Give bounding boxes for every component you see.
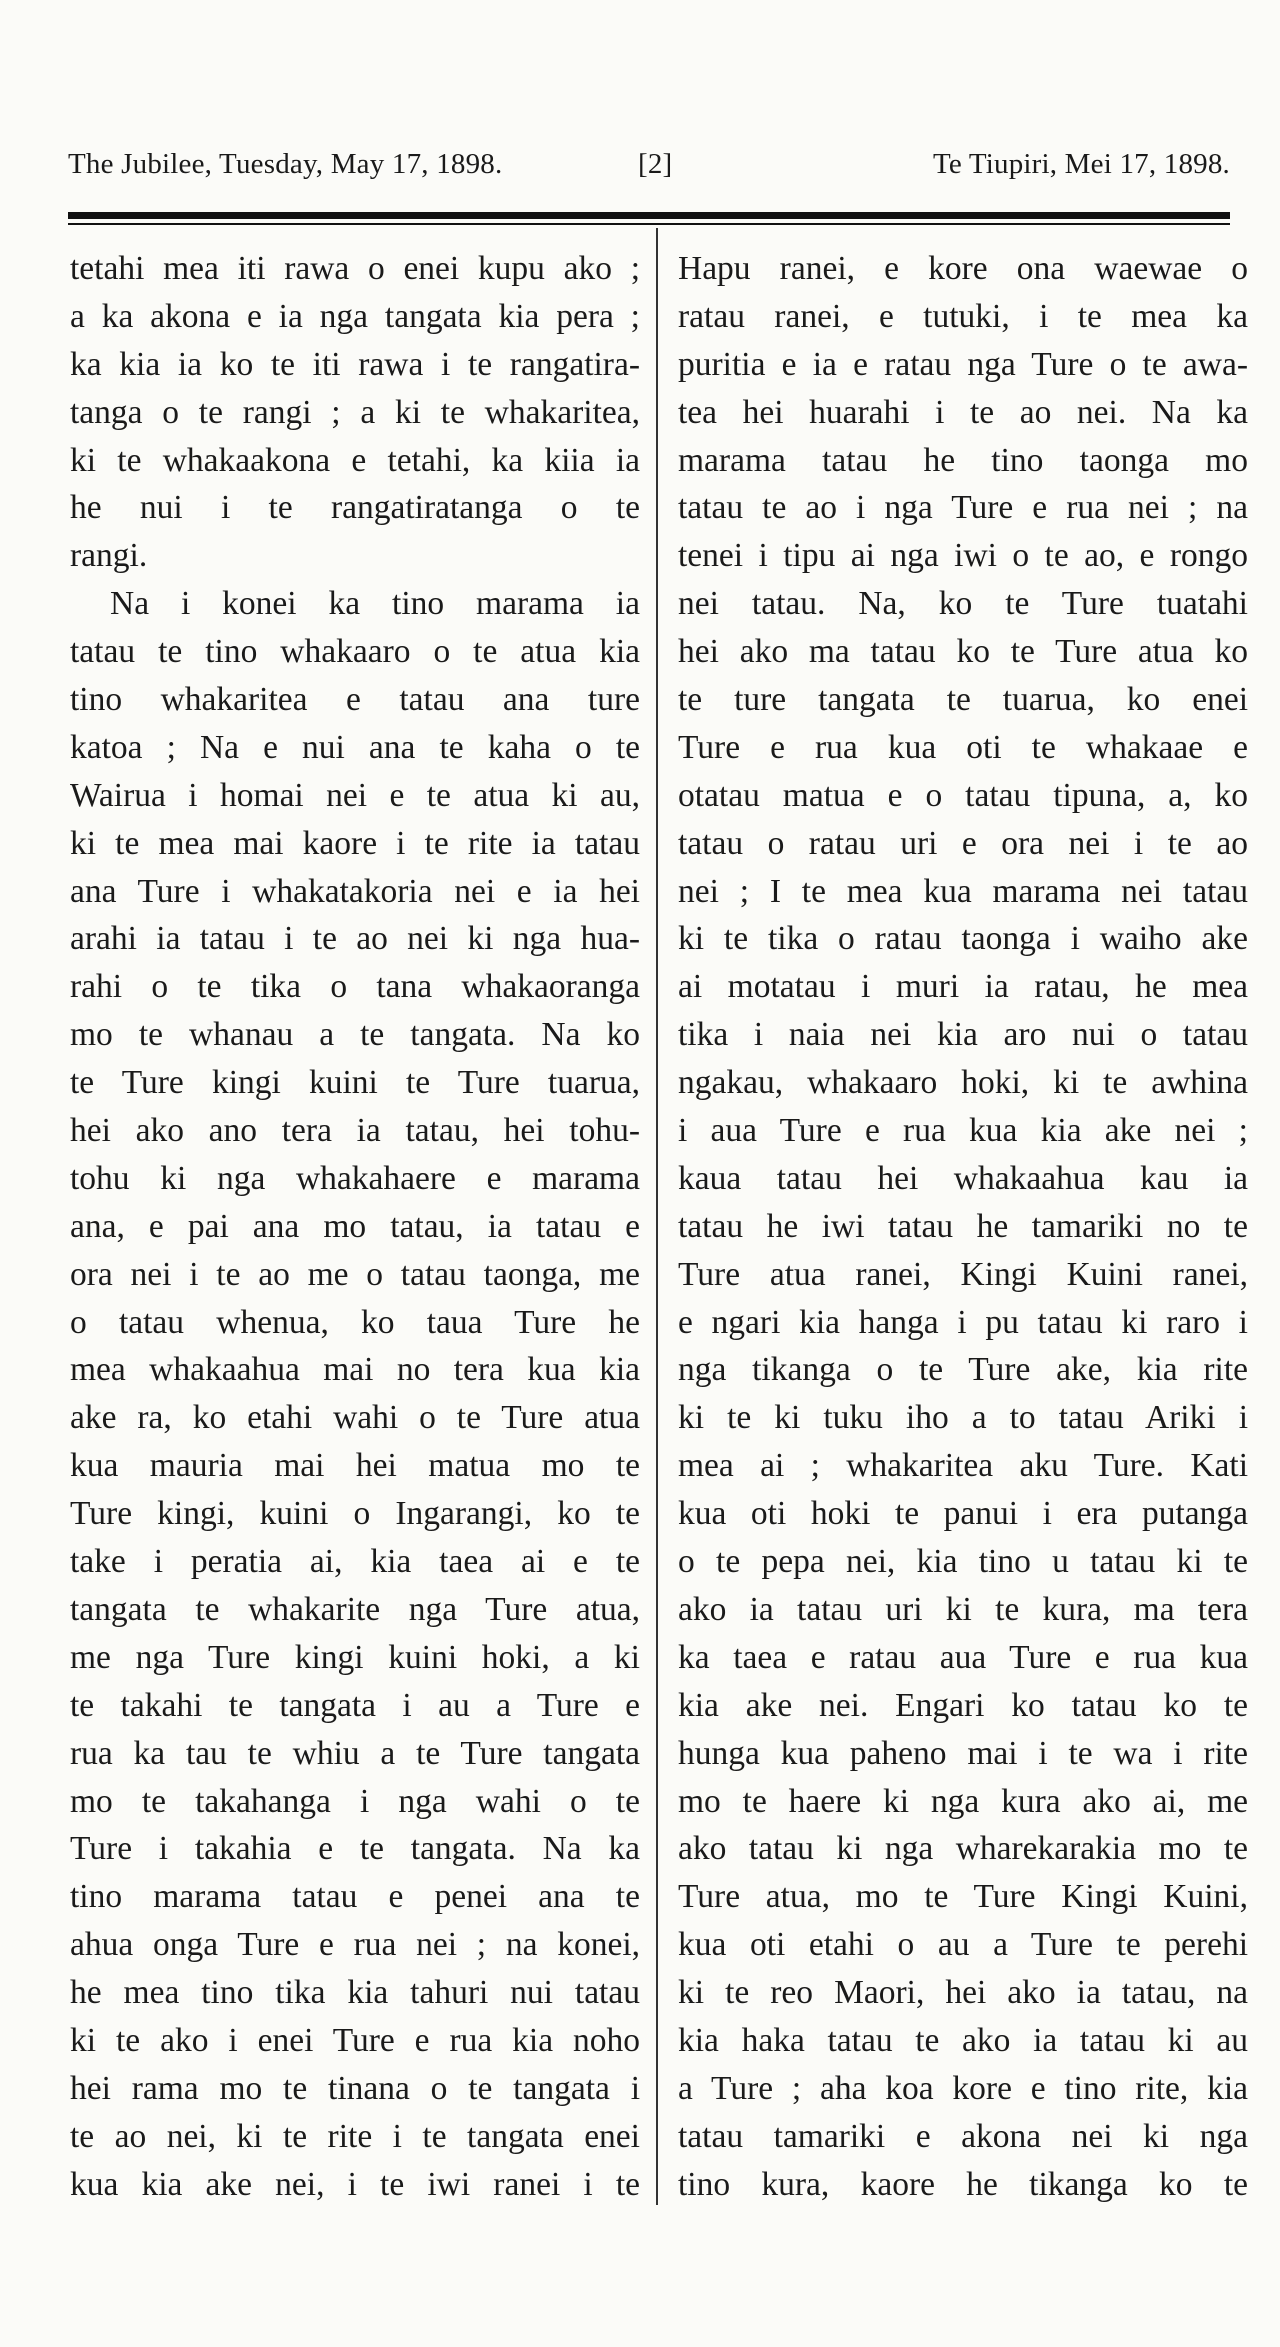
text-line: me nga Ture kingi kuini hoki, a ki <box>70 1638 640 1676</box>
text-line: tanga o te rangi ; a ki te whakaritea, <box>70 393 640 431</box>
text-line: rua ka tau te whiu a te Ture tangata <box>70 1734 640 1772</box>
text-line: rangi. <box>70 537 148 575</box>
text-line: hei rama mo te tinana o te tangata i <box>70 2069 640 2107</box>
text-line: Ture e rua kua oti te whakaae e <box>678 728 1248 766</box>
text-line: te ao nei, ki te rite i te tangata enei <box>70 2117 640 2155</box>
header-left-date: The Jubilee, Tuesday, May 17, 1898. <box>68 148 503 180</box>
text-line: ake ra, ko etahi wahi o te Ture atua <box>70 1399 640 1437</box>
text-line: hunga kua paheno mai i te wa i rite <box>678 1734 1248 1772</box>
text-line: ahua onga Ture e rua nei ; na konei, <box>70 1926 640 1964</box>
left-column <box>70 245 640 2209</box>
header-rule-thin <box>68 223 1230 225</box>
text-line: he mea tino tika kia tahuri nui tatau <box>70 1974 640 2012</box>
text-line: ki te whakaakona e tetahi, ka kiia ia <box>70 441 640 479</box>
text-line: ana, e pai ana mo tatau, ia tatau e <box>70 1207 640 1245</box>
text-line: Wairua i homai nei e te atua ki au, <box>70 776 640 814</box>
text-line: tatau he iwi tatau he tamariki no te <box>678 1207 1248 1245</box>
text-line: kua oti hoki te panui i era putanga <box>678 1495 1248 1533</box>
text-line: Ture i takahia e te tangata. Na ka <box>70 1830 640 1868</box>
text-line: kia haka tatau te ako ia tatau ki au <box>678 2021 1248 2059</box>
text-line: tatau tamariki e akona nei ki nga <box>678 2117 1248 2155</box>
page-header <box>68 148 1230 198</box>
text-line: ka taea e ratau aua Ture e rua kua <box>678 1638 1248 1676</box>
text-line: tino marama tatau e penei ana te <box>70 1878 640 1916</box>
text-line: te Ture kingi kuini te Ture tuarua, <box>70 1064 640 1102</box>
text-line: i aua Ture e rua kua kia ake nei ; <box>678 1112 1248 1150</box>
text-line: Ture atua ranei, Kingi Kuini ranei, <box>678 1255 1248 1293</box>
text-line: o te pepa nei, kia tino u tatau ki te <box>678 1543 1248 1581</box>
text-line: kia ake nei. Engari ko tatau ko te <box>678 1686 1248 1724</box>
text-line: Hapu ranei, e kore ona waewae o <box>678 250 1248 287</box>
text-line: ora nei i te ao me o tatau taonga, me <box>70 1255 640 1293</box>
text-line: tohu ki nga whakahaere e marama <box>70 1159 640 1197</box>
text-line: Na i konei ka tino marama ia <box>110 585 640 623</box>
text-line: e ngari kia hanga i pu tatau ki raro i <box>678 1303 1248 1341</box>
text-line: ki te mea mai kaore i te rite ia tatau <box>70 824 640 862</box>
text-line: nga tikanga o te Ture ake, kia rite <box>678 1351 1248 1389</box>
text-line: Ture atua, mo te Ture Kingi Kuini, <box>678 1878 1248 1916</box>
text-line: ka kia ia ko te iti rawa i te rangatira- <box>70 345 640 383</box>
text-line: ngakau, whakaaro hoki, ki te awhina <box>678 1064 1248 1102</box>
text-line: tatau te tino whakaaro o te atua kia <box>70 633 640 671</box>
text-line: kua mauria mai hei matua mo te <box>70 1447 640 1485</box>
text-line: tangata te whakarite nga Ture atua, <box>70 1590 640 1628</box>
text-line: ki te tika o ratau taonga i waiho ake <box>678 920 1248 958</box>
text-line: ai motatau i muri ia ratau, he mea <box>678 968 1248 1006</box>
text-line: kua kia ake nei, i te iwi ranei i te <box>70 2165 640 2203</box>
text-line: tatau o ratau uri e ora nei i te ao <box>678 824 1248 862</box>
text-line: he nui i te rangatiratanga o te <box>70 489 640 527</box>
text-line: katoa ; Na e nui ana te kaha o te <box>70 728 640 766</box>
text-line: mea ai ; whakaritea aku Ture. Kati <box>678 1447 1248 1485</box>
text-line: hei ako ma tatau ko te Ture atua ko <box>678 633 1248 671</box>
text-line: te takahi te tangata i au a Ture e <box>70 1686 640 1724</box>
text-line: tetahi mea iti rawa o enei kupu ako ; <box>70 250 640 287</box>
text-line: te ture tangata te tuarua, ko enei <box>678 681 1248 719</box>
header-rule-thick <box>68 212 1230 219</box>
text-line: kua oti etahi o au a Ture te perehi <box>678 1926 1248 1964</box>
text-line: mo te takahanga i nga wahi o te <box>70 1782 640 1820</box>
text-line: tika i naia nei kia aro nui o tatau <box>678 1016 1248 1054</box>
text-line: ki te reo Maori, hei ako ia tatau, na <box>678 1974 1248 2012</box>
text-line: tatau te ao i nga Ture e rua nei ; na <box>678 489 1248 527</box>
text-line: kaua tatau hei whakaahua kau ia <box>678 1159 1248 1197</box>
text-line: marama tatau he tino taonga mo <box>678 441 1248 479</box>
text-line: take i peratia ai, kia taea ai e te <box>70 1543 640 1581</box>
text-line: mo te whanau a te tangata. Na ko <box>70 1016 640 1054</box>
text-line: tino whakaritea e tatau ana ture <box>70 681 640 719</box>
page-number: [2] <box>638 148 673 180</box>
text-line: ratau ranei, e tutuki, i te mea ka <box>678 297 1248 335</box>
text-line: nei tatau. Na, ko te Ture tuatahi <box>678 585 1248 623</box>
text-line: rahi o te tika o tana whakaoranga <box>70 968 640 1006</box>
text-line: tenei i tipu ai nga iwi o te ao, e rongo <box>678 537 1248 575</box>
text-line: mea whakaahua mai no tera kua kia <box>70 1351 640 1389</box>
text-line: puritia e ia e ratau nga Ture o te awa- <box>678 345 1248 383</box>
text-line: mo te haere ki nga kura ako ai, me <box>678 1782 1248 1820</box>
text-line: o tatau whenua, ko taua Ture he <box>70 1303 640 1341</box>
text-line: nei ; I te mea kua marama nei tatau <box>678 872 1248 910</box>
text-line: hei ako ano tera ia tatau, hei tohu- <box>70 1112 640 1150</box>
text-line: arahi ia tatau i te ao nei ki nga hua- <box>70 920 640 958</box>
text-line: tea hei huarahi i te ao nei. Na ka <box>678 393 1248 431</box>
header-right-date: Te Tiupiri, Mei 17, 1898. <box>932 148 1230 180</box>
text-line: tino kura, kaore he tikanga ko te <box>678 2165 1248 2203</box>
text-line: ako ia tatau uri ki te kura, ma tera <box>678 1590 1248 1628</box>
text-line: ana Ture i whakatakoria nei e ia hei <box>70 872 640 910</box>
text-line: Ture kingi, kuini o Ingarangi, ko te <box>70 1495 640 1533</box>
text-line: ako tatau ki nga wharekarakia mo te <box>678 1830 1248 1868</box>
text-line: ki te ako i enei Ture e rua kia noho <box>70 2021 640 2059</box>
column-divider <box>656 228 658 2205</box>
text-line: ki te ki tuku iho a to tatau Ariki i <box>678 1399 1248 1437</box>
text-line: otatau matua e o tatau tipuna, a, ko <box>678 776 1248 814</box>
text-line: a ka akona e ia nga tangata kia pera ; <box>70 297 640 335</box>
right-column <box>678 245 1248 2209</box>
text-line: a Ture ; aha koa kore e tino rite, kia <box>678 2069 1248 2107</box>
